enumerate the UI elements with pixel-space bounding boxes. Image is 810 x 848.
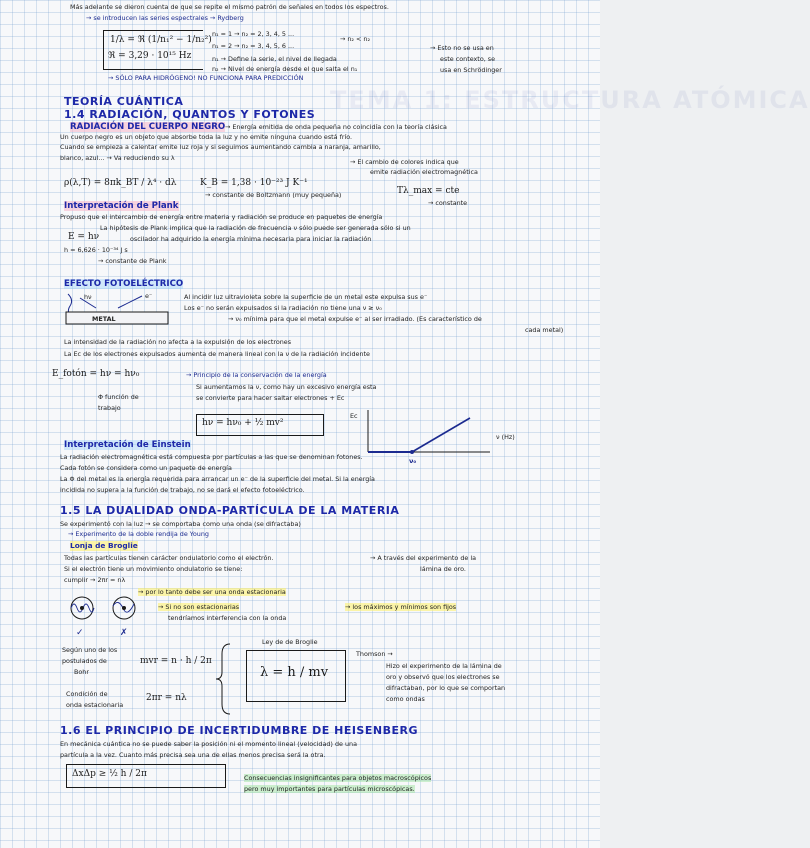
planck-line-3: oscilador ha adquirido la energía mínima necesaria para iniciar la radiación (130, 235, 372, 243)
boltzmann-note: → constante de Boltzmann (muy pequeña) (205, 191, 342, 199)
photon-label: hν (84, 293, 92, 301)
duality-line-7b: → los máximos y mínimos son fijos (345, 603, 457, 611)
duality-line-7: → Si no son estacionarias (158, 603, 240, 611)
series-condition: → n₂ < n₂ (340, 35, 371, 43)
photoelectric-main-equation: hν = hν₀ + ½ mv² (202, 418, 284, 428)
section-1-4-title: 1.4 RADIACIÓN, QUANTOS Y FOTONES (64, 108, 316, 121)
photoelectric-line-2: Los e⁻ no serán expulsados si la radiación no tiene una ν ≥ ν₀ (184, 304, 382, 312)
boltzmann-constant: K_B = 1,38 · 10⁻²³ J K⁻¹ (200, 178, 308, 188)
series-line-1: n₁ = 1 → n₂ = 2, 3, 4, 5 ... (212, 30, 295, 38)
photoelectric-explanation-2: se convierte para hacer saltar electrones + Ec (196, 394, 345, 402)
thomson-2: Hizo el experimento de la lámina de (386, 662, 502, 670)
conservation-principle: → Principio de la conservación de la energía (186, 371, 327, 379)
note-right-3: usa en Schrödinger (440, 66, 502, 74)
bohr-side-1: Según uno de los (62, 646, 118, 654)
graph-threshold-label: ν₀ (409, 457, 417, 465)
einstein-line-1: La radiación electromagnética está compuesta por partículas a las que se denominan fotones. (60, 453, 363, 461)
einstein-line-4: incidida no supera a la función de trabajo, no se dará el efecto fotoeléctrico. (60, 486, 305, 494)
photon-energy-equation: E_fotón = hν = hν₀ (52, 369, 140, 379)
electron-label: e⁻ (145, 292, 153, 300)
faint-title-watermark: TEMA 1: ESTRUCTURA ATÓMICA (330, 86, 810, 114)
heisenberg-line-2: partícula a la vez. Cuanto más precisa sea una de ellas menos precisa será la otra. (60, 751, 326, 759)
standing-wave-side-1: Condición de (66, 690, 108, 698)
planck-distribution-formula: ρ(λ,T) = 8πk_BT / λ⁴ · dλ (64, 178, 177, 188)
photoelectric-line-6: La Ec de los electrones expulsados aumenta de manera lineal con la ν de la radiación incidente (64, 350, 370, 358)
intro-line-2: → se introducen las series espectrales → Rydberg (86, 14, 244, 22)
thomson-5: como ondas (386, 695, 425, 703)
photoelectric-line-4: cada metal) (525, 326, 564, 334)
nonstationary-cross: ✗ (120, 628, 128, 638)
planck-interpretation-heading: Interpretación de Plank (64, 201, 179, 211)
duality-line-6: → por lo tanto debe ser una onda estacionaria (138, 588, 286, 596)
hydrogen-only-note: → SÓLO PARA HIDRÓGENO! NO FUNCIONA PARA PREDICCIÓN (108, 74, 304, 82)
planck-line-2: La hipótesis de Plank implica que la radiación de frecuencia ν sólo puede ser generada sólo si un (100, 224, 411, 232)
planck-constant-note: → constante de Plank (98, 257, 167, 265)
define-n1: n₁ → Define la serie, el nivel de llegada (212, 55, 337, 63)
kinetic-energy-graph (350, 406, 500, 462)
momentum-equation: mvr = n · h / 2π (140, 656, 212, 666)
note-right-1: → Esto no se usa en (430, 44, 494, 52)
series-line-2: n₁ = 2 → n₂ = 3, 4, 5, 6 ... (212, 42, 295, 50)
black-body-line-1: Un cuerpo negro es un objeto que absorbe toda la luz y no emite ninguna cuando está frío. (60, 133, 353, 141)
intro-line-1: Más adelante se dieron cuenta de que se repite el mismo patrón de señales en todos los espectros. (70, 3, 389, 11)
planck-constant-value: h = 6,626 · 10⁻³⁴ J s (64, 246, 128, 254)
duality-line-1: Se experimentó con la luz → se comportaba como una onda (se difractaba) (60, 520, 301, 528)
duality-line-2: → Experimento de la doble rendija de Young (68, 530, 209, 538)
de-broglie-law-label: Ley de de Broglie (262, 638, 318, 646)
einstein-interpretation-heading: Interpretación de Einstein (64, 440, 191, 450)
rydberg-constant: ℜ = 3,29 · 10¹⁵ Hz (108, 51, 192, 61)
uncertainty-equation: ΔxΔp ≥ ½ h / 2π (72, 769, 147, 779)
black-body-line-4: → El cambio de colores indica que (350, 158, 459, 166)
duality-line-5: cumplir → 2πr = nλ (64, 576, 126, 584)
thomson-1: Thomson → (356, 650, 393, 658)
de-broglie-equation: λ = h / mv (260, 665, 329, 680)
wien-note: → constante (428, 199, 468, 207)
photoelectric-explanation-1: Si aumentamos la ν, como hay un excesivo energía esta (196, 383, 377, 391)
black-body-heading: RADIACIÓN DEL CUERPO NEGRO (70, 122, 226, 132)
einstein-line-2: Cada fotón se considera como un paquete de energía (60, 464, 232, 472)
bohr-side-2: postulados de (62, 657, 107, 665)
photoelectric-line-3: → ν₀ mínima para que el metal expulse e⁻ al ser irradiado. (Es característico de (228, 315, 482, 323)
standing-wave-side-2: onda estacionaria (66, 701, 124, 709)
photoelectric-line-1: Al incidir luz ultravioleta sobre la superficie de un metal este expulsa sus e⁻ (184, 293, 428, 301)
circumference-equation: 2πr = nλ (146, 693, 187, 703)
duality-line-3c: lámina de oro. (420, 565, 466, 573)
thomson-3: oro y observó que los electrones se (386, 673, 500, 681)
de-broglie-heading: Lonja de Broglie (70, 541, 138, 550)
rydberg-formula: 1/λ = ℜ (1/n₁² − 1/n₂²) (110, 35, 212, 45)
duality-line-8: tendríamos interferencia con la onda (168, 614, 287, 622)
equation-brace (216, 642, 236, 716)
energy-formula: E = hν (68, 232, 100, 242)
planck-line-1: Propuso que el intercambio de energía entre materia y radiación se produce en paquetes de energía (60, 213, 383, 221)
define-n2: n₂ → Nivel de energía desde el que salta el n₁ (212, 65, 358, 73)
wien-law: Tλ_max = cte (397, 186, 460, 196)
note-right-2: este contexto, se (440, 55, 496, 63)
work-function-label: Φ función de trabajo (98, 393, 139, 412)
einstein-line-3: La Φ del metal es la energía requerida para arrancar un e⁻ de la superficie del metal. Si la energía (60, 475, 375, 483)
graph-y-label: Ec (350, 412, 358, 420)
black-body-line-5: emite radiación electromagnética (370, 168, 478, 176)
photoelectric-heading: EFECTO FOTOELÉCTRICO (64, 279, 184, 289)
section-1-5-title: 1.5 LA DUALIDAD ONDA-PARTÍCULA DE LA MATERIA (60, 504, 400, 517)
bohr-side-3: Bohr (74, 668, 89, 676)
stationary-check: ✓ (76, 628, 84, 638)
black-body-note: → Energía emitida de onda pequeña no coincidía con la teoría clásica (225, 123, 447, 131)
thomson-4: difractaban, por lo que se comportan (386, 684, 506, 692)
metal-label: METAL (92, 315, 116, 323)
duality-line-3b: → A través del experimento de la (370, 554, 477, 562)
consequence-2: pero muy importantes para partículas microscópicas. (244, 785, 415, 793)
graph-x-label: ν (Hz) (496, 433, 515, 441)
duality-line-4: Si el electrón tiene un movimiento ondulatorio se tiene: (64, 565, 243, 573)
consequence-1: Consecuencias insignificantes para objetos macroscópicos (244, 774, 432, 782)
black-body-line-3: blanco, azul... → Va reduciendo su λ (60, 154, 175, 162)
orbit-wave-diagrams (66, 592, 146, 630)
black-body-line-2: Cuando se empieza a calentar emite luz roja y si seguimos aumentando cambia a naranja, amarillo, (60, 143, 381, 151)
heisenberg-line-1: En mecánica cuántica no se puede saber la posición ni el momento lineal (velocidad) de una (60, 740, 357, 748)
section-1-6-title: 1.6 EL PRINCIPIO DE INCERTIDUMBRE DE HEISENBERG (60, 724, 418, 737)
quantum-theory-title: TEORÍA CUÁNTICA (64, 95, 184, 108)
duality-line-3: Todas las partículas tienen carácter ondulatorio como el electrón. (64, 554, 274, 562)
photoelectric-line-5: La intensidad de la radiación no afecta a la expulsión de los electrones (64, 338, 292, 346)
photoelectric-diagram (62, 292, 172, 328)
